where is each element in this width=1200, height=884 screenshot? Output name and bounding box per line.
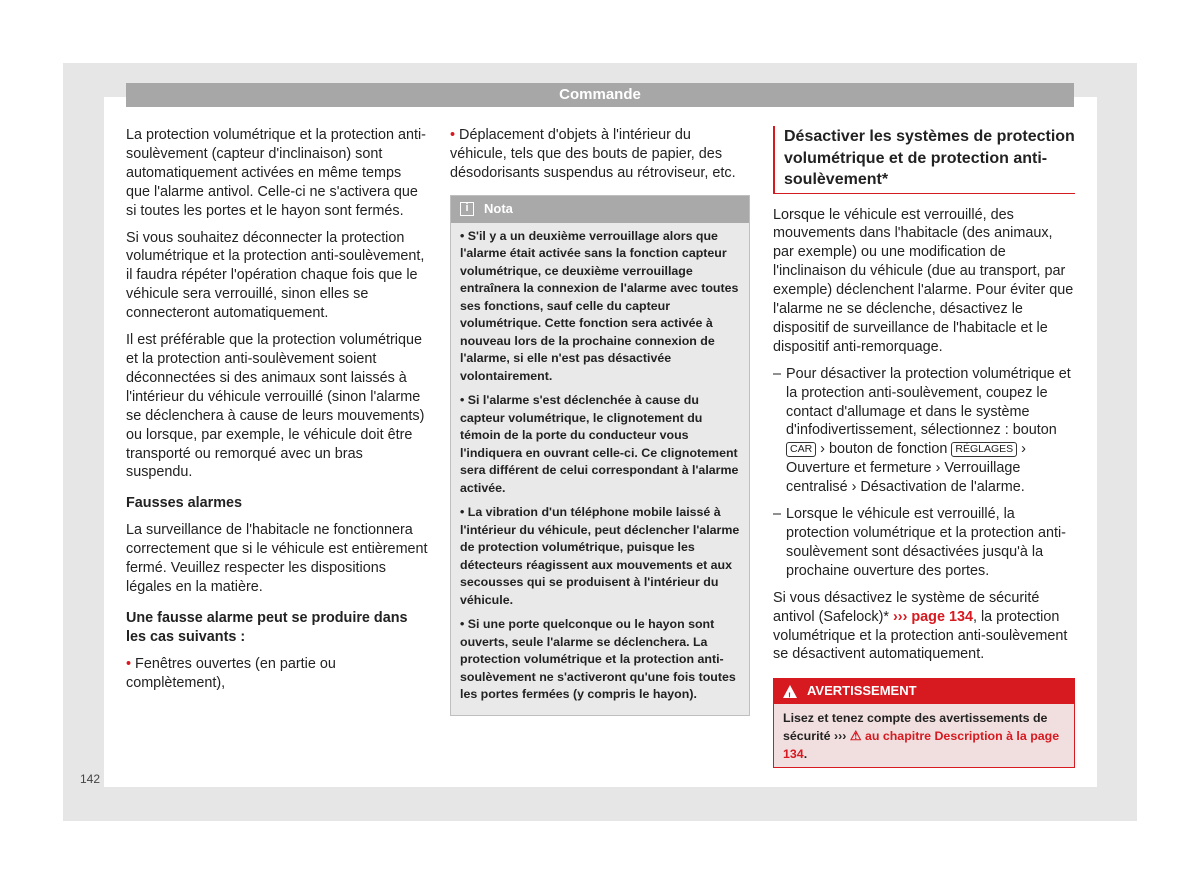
bullet-item: [450, 126, 750, 183]
dash-text-part: › bouton de fonction: [820, 441, 948, 458]
subheading-cas: Une fausse alarme peut se produire dans les cas suivants :: [126, 609, 408, 645]
warning-body: [774, 704, 1074, 767]
warning-title: AVERTISSEMENT: [807, 683, 917, 699]
dash-symbol: –: [773, 365, 782, 382]
note-item: • Si l'alarme s'est déclenchée à cause du capteur volumétrique, le clignotement du témoin de la porte du conducteur vous l'indiquera en ouvrant celle-ci. Ce clignotement sera différent de celui correspondant à l'alarme activée.: [460, 392, 741, 497]
dash-text-part: Pour désactiver la protection volumétrique et la protection anti-soulèvement, coupez le contact d'allumage et dans le système d'infodivertissement, sélectionnez : bouton: [786, 365, 1071, 439]
note-box: [450, 195, 750, 716]
settings-key-icon: RÉGLAGES: [951, 442, 1017, 457]
dash-item: [773, 365, 1075, 497]
paragraph-part: , la protection volumétrique et la protection anti-soulèvement se désactivent automatiquement.: [773, 608, 1068, 663]
info-icon: i: [460, 202, 474, 216]
column-left: [126, 126, 428, 700]
bullet-text: Déplacement d'objets à l'intérieur du véhicule, tels que des bouts de papier, des désodorisants suspendus au rétroviseur, etc.: [450, 127, 736, 181]
car-key-icon: CAR: [786, 442, 816, 457]
dash-symbol: –: [773, 506, 782, 523]
page-link[interactable]: ››› page 134: [892, 608, 973, 625]
note-title: Nota: [484, 200, 513, 216]
bullet-text: Fenêtres ouvertes (en partie ou complètement),: [126, 655, 336, 691]
section-header: Commande: [126, 83, 1074, 107]
warning-arrows: ›››: [833, 729, 847, 744]
paragraph: Si vous souhaitez déconnecter la protection volumétrique et la protection anti-soulèvement, il faudra répéter l'opération chaque fois que le véhicule sera verrouillé, sinon elles se connecteront automatiquement.: [126, 229, 425, 322]
warning-link[interactable]: au chapitre Description à la page 134: [783, 729, 1060, 762]
note-item: • S'il y a un deuxième verrouillage alors que l'alarme était activée sans la fonction capteur volumétrique, ce deuxième verrouillage entraînera la connexion de l'alarme avec toutes ses fonctions, sauf celle du capteur volumétrique. Cette fonction sera activée à nouveau lors de la prochaine connexion de l'alarme, si elle n'est pas désactivée volontairement.: [460, 228, 741, 386]
column-right: [773, 126, 1075, 768]
paragraph-part: Si vous désactivez le système de sécurité antivol (Safelock)*: [773, 589, 1040, 625]
warning-box: [773, 678, 1075, 768]
warning-text: Lisez et tenez compte des avertissements de sécurité: [783, 711, 1048, 744]
note-item: • Si une porte quelconque ou le hayon sont ouverts, seule l'alarme se déclenchera. La protection volumétrique et la protection anti-soulèvement ne s'activeront qu'une fois toutes les portes fermées (y compris le hayon).: [460, 616, 741, 704]
section-title: Désactiver les systèmes de protection volumétrique et de protection anti-soulèvement*: [773, 126, 1075, 194]
note-header: [451, 196, 749, 223]
page-number: 142: [80, 772, 101, 786]
column-middle: [450, 126, 750, 716]
dash-item: [773, 505, 1075, 581]
warning-icon: !: [783, 685, 797, 698]
warning-small-icon: ⚠: [849, 728, 862, 744]
note-item: • La vibration d'un téléphone mobile laissé à l'intérieur du véhicule, peut déclencher l'alarme de protection volumétrique, puisque les détecteurs réagissent aux mouvements et aux secousses qui se produisent à l'intérieur du véhicule.: [460, 504, 741, 609]
paragraph: La surveillance de l'habitacle ne fonctionnera correctement que si le véhicule est entièrement fermé. Veuillez respecter les dispositions légales en la matière.: [126, 522, 428, 595]
dash-text-part: › Ouverture et fermeture › Verrouillage centralisé › Désactivation de l'alarme.: [786, 441, 1026, 496]
paragraph: [773, 589, 1075, 665]
paragraph: Il est préférable que la protection volumétrique et la protection anti-soulèvement soient déconnectées si des animaux sont laissés à l'intérieur du véhicule verrouillé (sinon l'alarme se déclenchera à cause de leurs mouvements) ou lorsque, par exemple, le véhicule doit être transporté ou remorqué avec un bras suspendu.: [126, 332, 425, 481]
subheading-fausses-alarmes: Fausses alarmes: [126, 495, 243, 512]
dash-text: Lorsque le véhicule est verrouillé, la protection volumétrique et la protection anti-soulèvement sont désactivées jusqu'à la prochaine ouverture des portes.: [786, 506, 1066, 579]
note-body: [451, 223, 749, 715]
paragraph: Lorsque le véhicule est verrouillé, des mouvements dans l'habitacle (des animaux, par exemple) ou une modification de l'inclinaison du véhicule (due au transport, par exemple) déclenchent l'alarme. Pour éviter que l'alarme ne se déclenche, désactivez le dispositif de surveillance de l'habitacle et le dispositif anti-remorquage.: [773, 206, 1074, 355]
dash-text: [786, 365, 1075, 497]
warning-text-end: .: [803, 747, 808, 762]
warning-header: [774, 679, 1074, 704]
paragraph: La protection volumétrique et la protection anti-soulèvement (capteur d'inclinaison) sont automatiquement activées en même temps que l'alarme antivol. Celle-ci ne s'activera que si toutes les portes et le hayon sont fermés.: [126, 127, 426, 219]
bullet-item: [126, 655, 428, 693]
